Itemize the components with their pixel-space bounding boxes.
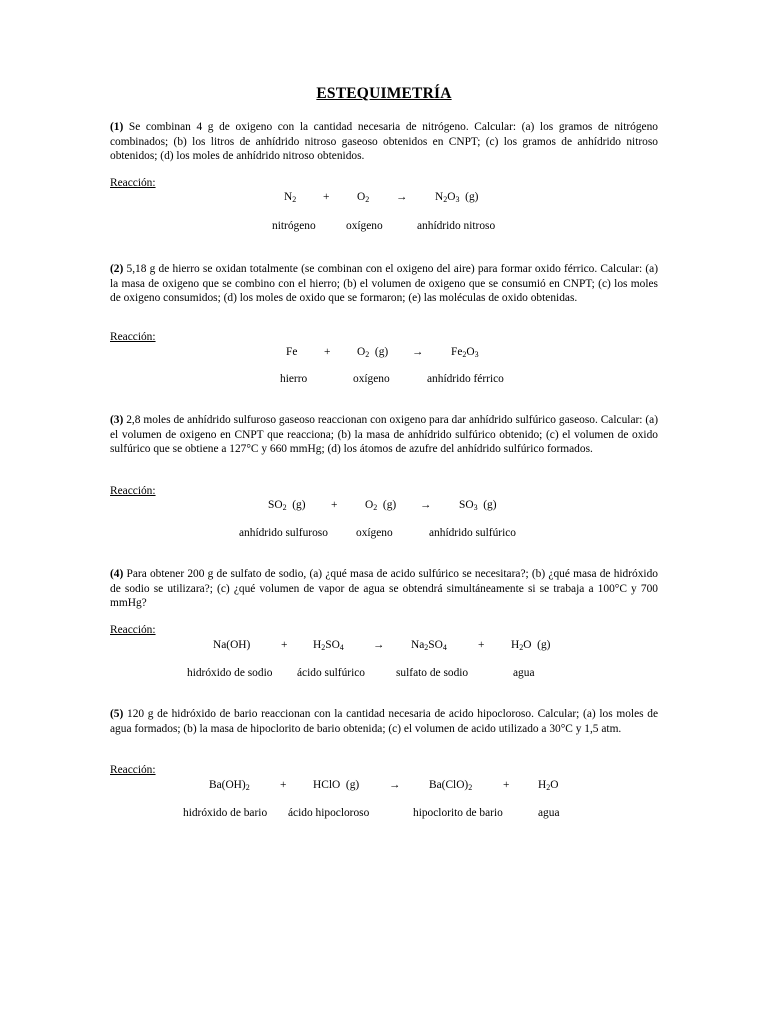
formula-o2: $O_2$ (g) — [365, 499, 397, 512]
reaction-label: Reacción: — [110, 485, 156, 497]
formula-naoh: Na(OH) — [213, 639, 251, 651]
plus-sign: + — [280, 779, 287, 791]
formula-hclo: HClO (g) — [313, 779, 360, 791]
formula-n2: $N_2$ — [284, 191, 297, 204]
formula-o2: $O_2$ (g) — [357, 346, 389, 359]
reaction-label: Reacción: — [110, 331, 156, 343]
formula-h2so4: $H_2SO_4$ — [313, 639, 344, 652]
problem-text: Se combinan 4 g de oxigeno con la cantidad necesaria de nitrógeno. Calcular: (a) los gramos de nitrógeno combinados; (b) los litros de anhídrido nitroso gaseoso obtenidos en CNPT; (c) los gramos de anhídrido nitroso obtenidos; (d) los moles de anhídrido nitroso obtenidos. — [110, 121, 658, 163]
compound-name: anhídrido sulfúrico — [429, 527, 516, 539]
problem-text: 2,8 moles de anhídrido sulfuroso gaseoso reaccionan con oxigeno para dar anhídrido sulfúrico gaseoso. Calcular: (a) el volumen de oxigeno en CNPT que reacciona; (b) la masa de anhídrido sulfúrico obtenido; (c) el volumen de oxido sulfúrico que se obtiene a 127°C y 660 mmHg; (d) los átomos de azufre del anhídrido sulfúrico formados. — [110, 414, 658, 456]
formula-n2o3: $N_2O_3$ (g) — [435, 191, 479, 204]
problem-2 — [110, 262, 658, 306]
plus-sign: + — [281, 639, 288, 651]
compound-name: hidróxido de bario — [183, 807, 268, 819]
problem-number: (2) — [110, 263, 124, 275]
formula-bacio2: $Ba(ClO)_2$ — [429, 779, 473, 792]
formula-so3: $SO_3$ (g) — [459, 499, 497, 512]
plus-sign: + — [503, 779, 510, 791]
problem-3 — [110, 413, 658, 457]
problem-number: (1) — [110, 121, 124, 133]
compound-name: anhídrido sulfuroso — [239, 527, 328, 539]
arrow-sign: → — [412, 346, 424, 358]
problem-text: 5,18 g de hierro se oxidan totalmente (se combinan con el oxigeno del aire) para formar oxido férrico. Calcular: (a) la masa de oxigeno que se combino con el hierro; (b) el volumen de oxigeno que se consumió en CNPT; (c) los moles de oxigeno consumidos; (d) los moles de oxido que se formaron; (e) las moléculas de oxido obtenidas. — [110, 263, 658, 305]
problem-1 — [110, 120, 658, 164]
formula-na2so4: $Na_2SO_4$ — [411, 639, 447, 652]
arrow-sign: → — [396, 191, 408, 203]
reaction-label: Reacción: — [110, 624, 156, 636]
compound-name: hierro — [280, 373, 308, 385]
arrow-sign: → — [420, 499, 432, 511]
compound-name: nitrógeno — [272, 220, 316, 232]
formula-h2o: $H_2O$ (g) — [511, 639, 551, 652]
page-title: ESTEQUIMETRÍA — [316, 85, 452, 102]
compound-name: hipoclorito de bario — [413, 807, 503, 819]
arrow-sign: → — [389, 779, 401, 791]
formula-h2o: $H_2O$ — [538, 779, 559, 792]
problem-number: (3) — [110, 414, 124, 426]
compound-name: ácido sulfúrico — [297, 667, 366, 679]
reaction-label: Reacción: — [110, 177, 156, 189]
plus-sign: + — [323, 191, 330, 203]
formula-baoh2: $Ba(OH)_2$ — [209, 779, 250, 792]
compound-name: agua — [538, 807, 560, 819]
problem-5 — [110, 707, 658, 736]
compound-name: oxígeno — [353, 373, 390, 385]
problem-text: 120 g de hidróxido de bario reaccionan con la cantidad necesaria de acido hipocloroso. Calcular; (a) los moles de agua formados; (b) la masa de hipoclorito de bario obtenida; (c) el volumen de acido utilizado a 30°C y 1,5 atm. — [110, 708, 658, 735]
compound-name: sulfato de sodio — [396, 667, 469, 679]
compound-name: ácido hipocloroso — [288, 807, 370, 819]
plus-sign: + — [324, 346, 331, 358]
reaction-label: Reacción: — [110, 764, 156, 776]
plus-sign: + — [478, 639, 485, 651]
problem-number: (5) — [110, 708, 124, 720]
problem-4 — [110, 567, 658, 611]
compound-name: oxígeno — [356, 527, 393, 539]
plus-sign: + — [331, 499, 338, 511]
compound-name: anhídrido nitroso — [417, 220, 496, 232]
compound-name: oxígeno — [346, 220, 383, 232]
compound-name: anhídrido férrico — [427, 373, 504, 385]
compound-name: agua — [513, 667, 535, 679]
formula-fe2o3: $Fe_2O_3$ — [451, 346, 479, 359]
formula-so2: $SO_2$ (g) — [268, 499, 306, 512]
problem-text: Para obtener 200 g de sulfato de sodio, (a) ¿qué masa de acido sulfúrico se necesitara?; (b) ¿qué masa de hidróxido de sodio se utilizara?; (c) ¿qué volumen de vapor de agua se obtendrá simultáneamente si se trabaja a 100°C y 700 mmHg? — [110, 568, 658, 610]
problem-number: (4) — [110, 568, 124, 580]
compound-name: hidróxido de sodio — [187, 667, 273, 679]
formula-o2: $O_2$ — [357, 191, 370, 204]
arrow-sign: → — [373, 639, 385, 651]
formula-fe: Fe — [286, 346, 298, 358]
